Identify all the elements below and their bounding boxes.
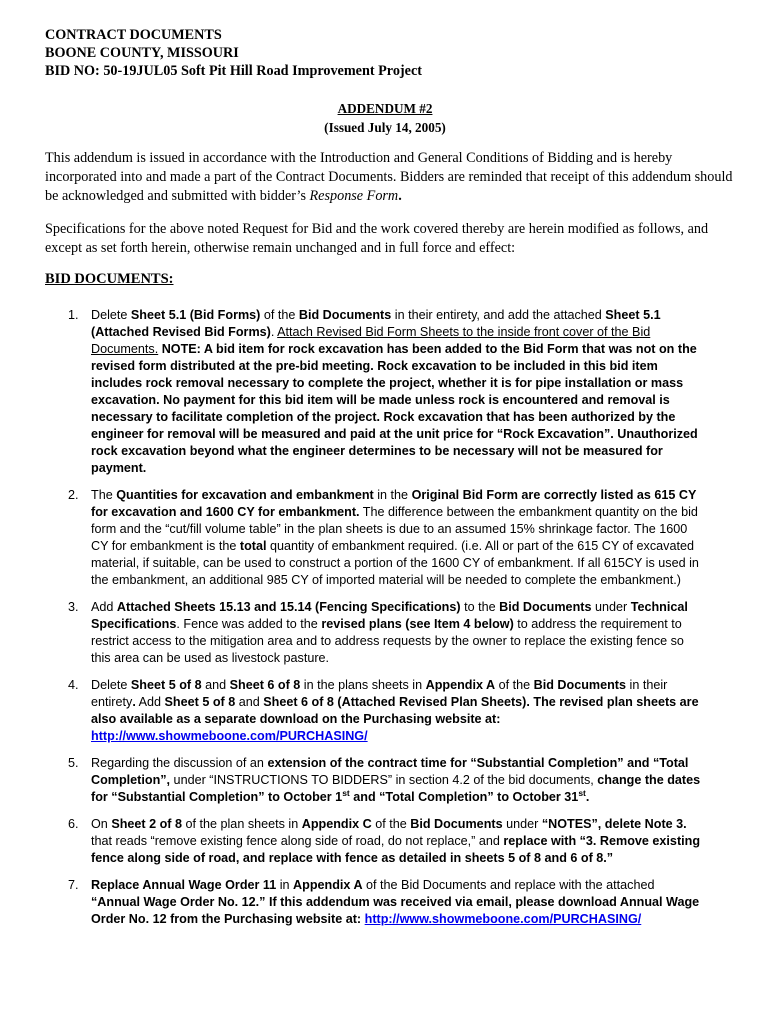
- item-note-bold: NOTE: A bid item for rock excavation has been added to the Bid Form that was not on the revised form distributed at the pre-bid meeting. Rock excavation to be included in this bid item includes rock removal necessary to complete the project, whether it is for pipe installation or mass excavation. No payment for this bid item will be made unless rock is encountered and removal is necessary to facilitate completion of the project. Rock excavation that has been authorized by the engineer for removal will be measured and paid at the unit price for “Rock Excavation”. Unauthorized rock excavation beyond what the engineer determines to be necessary will not be measured for payment.: [91, 342, 698, 475]
- item-text: Add: [91, 600, 117, 614]
- item-text-bold: Original Bid Form are correctly listed as 615 CY for excavation and 1600 CY for embankment.: [91, 488, 697, 519]
- item-text-bold: Appendix A: [425, 678, 496, 692]
- item-text: Add: [135, 695, 165, 709]
- document-header: [45, 26, 422, 80]
- item-text: under: [591, 600, 631, 614]
- section-title: BID DOCUMENTS:: [45, 271, 174, 287]
- item-text-bold: and “Total Completion” to October 31: [349, 790, 579, 804]
- purchasing-website-link[interactable]: http://www.showmeboone.com/PURCHASING/: [364, 912, 642, 926]
- addendum-issued: (Issued July 14, 2005): [324, 120, 446, 135]
- intro-paragraph: [45, 149, 735, 206]
- item-text-bold: Attached Sheets 15.13 and 15.14 (Fencing Specifications): [116, 600, 461, 614]
- item-text: . Fence was added to the: [176, 617, 322, 631]
- item-text: The difference between the embankment quantity on the bid form and the “cut/fill volume table” in the plan sheets is due to an assumed 15% shrinkage factor. The 1600 CY for embankment is the: [91, 505, 698, 553]
- addendum-heading: [0, 99, 770, 137]
- item-text-bold: Sheet 2 of 8: [111, 817, 182, 831]
- intro-period: .: [398, 188, 402, 204]
- item-text: in their entirety: [91, 678, 668, 709]
- item-text: in: [276, 878, 294, 892]
- item-text: under: [502, 817, 542, 831]
- item-number: 2.: [68, 488, 79, 502]
- list-item: [0, 816, 701, 867]
- item-text-bold: “Annual Wage Order No. 12.” If this addendum was received via email, please download Annual Wage Order No. 12 from the Purchasing website at:: [91, 895, 700, 926]
- list-item: [0, 677, 701, 745]
- item-text-bold: Bid Documents: [499, 600, 592, 614]
- item-text: On: [91, 817, 112, 831]
- item-text-bold: Sheet 5 of 8: [164, 695, 236, 709]
- item-text: and: [235, 695, 264, 709]
- item-text-bold: .: [585, 790, 590, 804]
- item-text: Delete: [91, 678, 131, 692]
- item-text: that reads “remove existing fence along side of road, do not replace,” and: [91, 834, 504, 848]
- list-item: [0, 487, 701, 589]
- addendum-items-list: [0, 307, 701, 938]
- item-number: 6.: [68, 817, 79, 831]
- addendum-title: ADDENDUM #2: [337, 101, 433, 116]
- purchasing-website-link[interactable]: http://www.showmeboone.com/PURCHASING/: [91, 729, 368, 743]
- item-number: 3.: [68, 600, 79, 614]
- item-text: Delete: [91, 308, 131, 322]
- item-text: and: [201, 678, 230, 692]
- item-text: in the plans sheets in: [300, 678, 426, 692]
- item-text: to address the requirement to restrict access to the mitigation area and to address requests by the owner to replace the existing fence so this area can be used as livestock pasture.: [91, 617, 684, 665]
- specifications-paragraph: Specifications for the above noted Request for Bid and the work covered thereby are herein modified as follows, and except as set forth herein, otherwise remain unchanged and in full force and effect:: [45, 221, 709, 256]
- intro-text: This addendum is issued in accordance with the Introduction and General Conditions of Bidding and is hereby incorporated into and made a part of the Contract Documents. Bidders are reminded that receipt of this addendum should be acknowledged and submitted with bidder’s: [45, 150, 733, 204]
- header-line-contract: CONTRACT DOCUMENTS: [45, 27, 222, 43]
- item-text: .: [270, 325, 278, 339]
- header-line-bid: BID NO: 50-19JUL05 Soft Pit Hill Road Improvement Project: [45, 63, 422, 79]
- list-item: [0, 877, 701, 928]
- item-text: of the: [260, 308, 299, 322]
- item-text-bold: Replace Annual Wage Order 11: [91, 878, 277, 892]
- item-text-bold: Sheet 5.1 (Bid Forms): [130, 308, 261, 322]
- list-item: [0, 307, 701, 477]
- item-text: of the plan sheets in: [182, 817, 302, 831]
- header-line-county: BOONE COUNTY, MISSOURI: [45, 45, 239, 61]
- item-text: under “INSTRUCTIONS TO BIDDERS” in section 4.2 of the bid documents,: [170, 773, 598, 787]
- item-text: in the: [373, 488, 412, 502]
- item-text: Regarding the discussion of an: [91, 756, 268, 770]
- item-text: in their entirety, and add the attached: [391, 308, 606, 322]
- ordinal-suffix: st: [578, 787, 586, 798]
- item-text-bold: extension of the contract time for “Substantial Completion” and “Total Completion”,: [91, 756, 689, 787]
- item-text: The: [91, 488, 117, 502]
- item-text-bold: Technical Specifications: [91, 600, 688, 631]
- item-number: 7.: [68, 878, 79, 892]
- list-item: [0, 599, 701, 667]
- item-text: to the: [460, 600, 500, 614]
- item-text: of the Bid Documents and replace with the attached: [362, 878, 655, 892]
- item-text-bold: Quantities for excavation and embankment: [116, 488, 374, 502]
- list-item: [0, 755, 701, 806]
- item-text-bold: Sheet 5 of 8: [130, 678, 202, 692]
- item-text-bold: Sheet 6 of 8: [229, 678, 301, 692]
- item-text-bold: Sheet 6 of 8 (Attached Revised Plan Sheets). The revised plan sheets are also available as a separate download on the Purchasing website at:: [91, 695, 699, 726]
- item-text-bold: Bid Documents: [410, 817, 503, 831]
- item-text-underlined: Attach Revised Bid Form Sheets to the inside front cover of the Bid Documents.: [91, 325, 651, 356]
- item-text-bold: Sheet 5.1 (Attached Revised Bid Forms): [91, 308, 661, 339]
- item-number: 1.: [68, 308, 79, 322]
- item-number: 4.: [68, 678, 79, 692]
- item-text-bold: revised plans (see Item 4 below): [321, 617, 514, 631]
- item-text: quantity of embankment required. (i.e. All or part of the 615 CY of excavated material, if suitable, can be used to construct a portion of the 1600 CY of embankment. If all 615CY is used in the embankment, an additional 985 CY of imported material will be needed to complete the embankment.): [91, 539, 699, 587]
- item-number: 5.: [68, 756, 79, 770]
- item-text-bold: Bid Documents: [533, 678, 627, 692]
- item-text-bold: Bid Documents: [298, 308, 392, 322]
- ordinal-suffix: st: [342, 787, 350, 798]
- item-text-bold: Appendix A: [293, 878, 363, 892]
- item-text: of the: [495, 678, 534, 692]
- item-text-bold: Appendix C: [301, 817, 372, 831]
- item-text-bold: change the dates for “Substantial Completion” to October 1: [91, 773, 701, 804]
- item-text-bold: total: [239, 539, 267, 553]
- item-text-bold: .: [132, 695, 136, 709]
- response-form-term: Response Form: [309, 188, 399, 204]
- item-text-bold: “NOTES”, delete Note 3.: [541, 817, 687, 831]
- item-text: of the: [371, 817, 411, 831]
- item-text-bold: replace with “3. Remove existing fence along side of road, and replace with fence as detailed in sheets 5 of 8 and 6 of 8.”: [91, 834, 701, 865]
